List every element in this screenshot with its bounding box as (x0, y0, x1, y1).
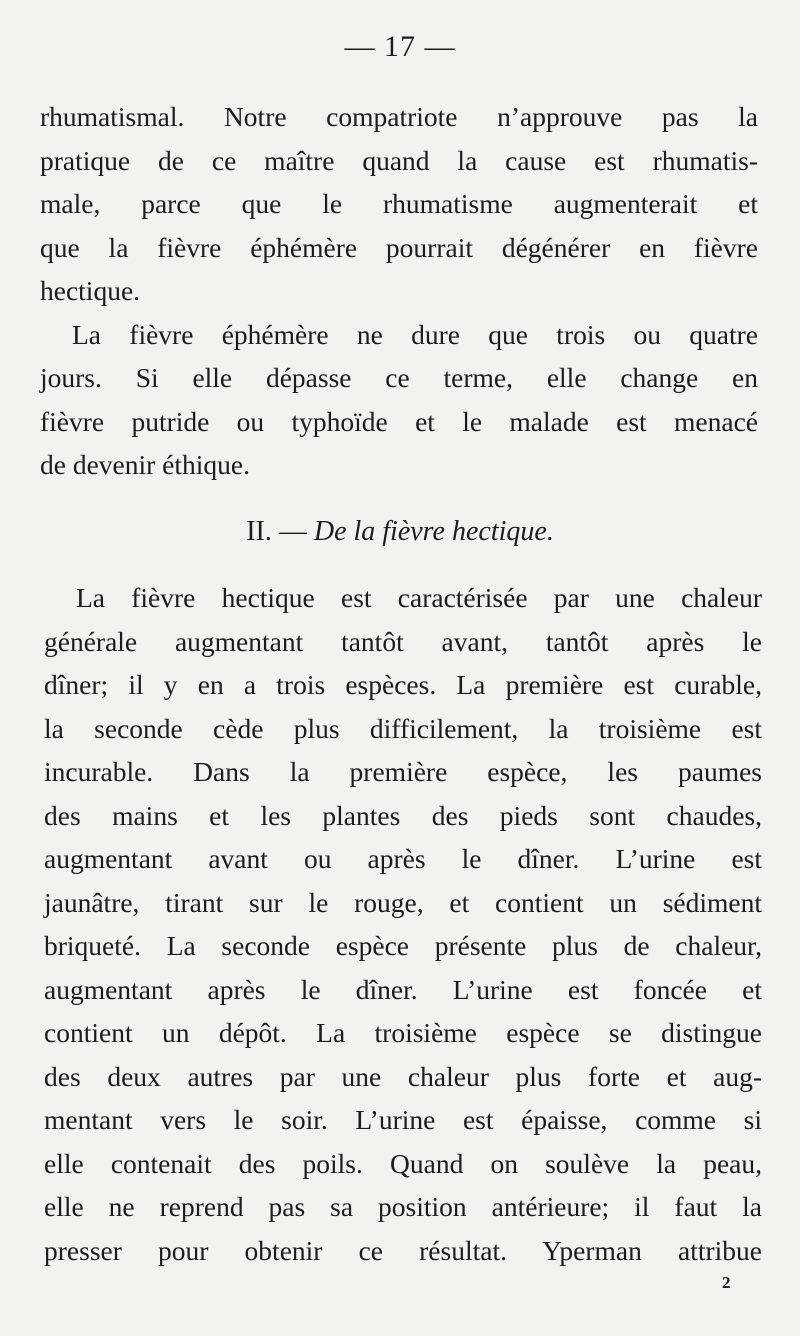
signature-mark: 2 (722, 1273, 731, 1292)
text-line: La fièvre hectique est caractérisée par une chaleur (76, 582, 762, 613)
text-line: fièvre putride ou typhoïde et le malade est menacé (40, 405, 758, 437)
page-number: — 17 — (344, 30, 456, 63)
text-line: des mains et les plantes des pieds sont chaudes, (44, 799, 762, 831)
text-upper (40, 95, 758, 487)
text-line: elle contenait des poils. Quand on soulève la peau, (44, 1147, 762, 1179)
text-line: pratique de ce maître quand la cause est rhumatis- (40, 144, 758, 176)
section-number: II. — (246, 516, 307, 547)
text-line: elle ne reprend pas sa position antérieure; il faut la (44, 1191, 762, 1222)
text-line: augmentant après le dîner. L’urine est foncée et (44, 973, 762, 1005)
text-line: contient un dépôt. La troisième espèce se distingue (44, 1017, 762, 1048)
text-line: augmentant avant ou après le dîner. L’urine est (44, 843, 762, 874)
text-line: des deux autres par une chaleur plus forte et aug- (44, 1060, 762, 1092)
text-line: presser pour obtenir ce résultat. Yperman attribue (44, 1234, 762, 1266)
text-line: La fièvre éphémère ne dure que trois ou quatre (72, 318, 758, 350)
text-line: de devenir éthique. (40, 449, 250, 480)
text-line: dîner; il y en a trois espèces. La première est curable, (44, 669, 762, 700)
text-line: incurable. Dans la première espèce, les paumes (44, 756, 762, 787)
paragraph-continued (40, 95, 758, 313)
text-lower (44, 576, 762, 1272)
text-line: que la fièvre éphémère pourrait dégénérer en fièvre (40, 231, 758, 263)
text-line: rhumatismal. Notre compatriote n’approuve pas la (40, 101, 758, 132)
text-line: briqueté. La seconde espèce présente plus de chaleur, (44, 930, 762, 961)
text-line: mentant vers le soir. L’urine est épaisse, comme si (44, 1104, 762, 1135)
section-heading (0, 510, 800, 554)
section-title: De la fièvre hectique. (313, 516, 554, 547)
text-line: la seconde cède plus difficilement, la troisième est (44, 712, 762, 744)
text-line: jaunâtre, tirant sur le rouge, et contient un sédiment (44, 886, 762, 918)
text-line: jours. Si elle dépasse ce terme, elle change en (40, 362, 758, 393)
paragraph-ephemere (40, 313, 758, 487)
text-line: générale augmentant tantôt avant, tantôt après le (44, 625, 762, 657)
paragraph-hectique (44, 576, 762, 1272)
text-line: male, parce que le rhumatisme augmenterait et (40, 188, 758, 219)
text-line: hectique. (40, 275, 141, 306)
